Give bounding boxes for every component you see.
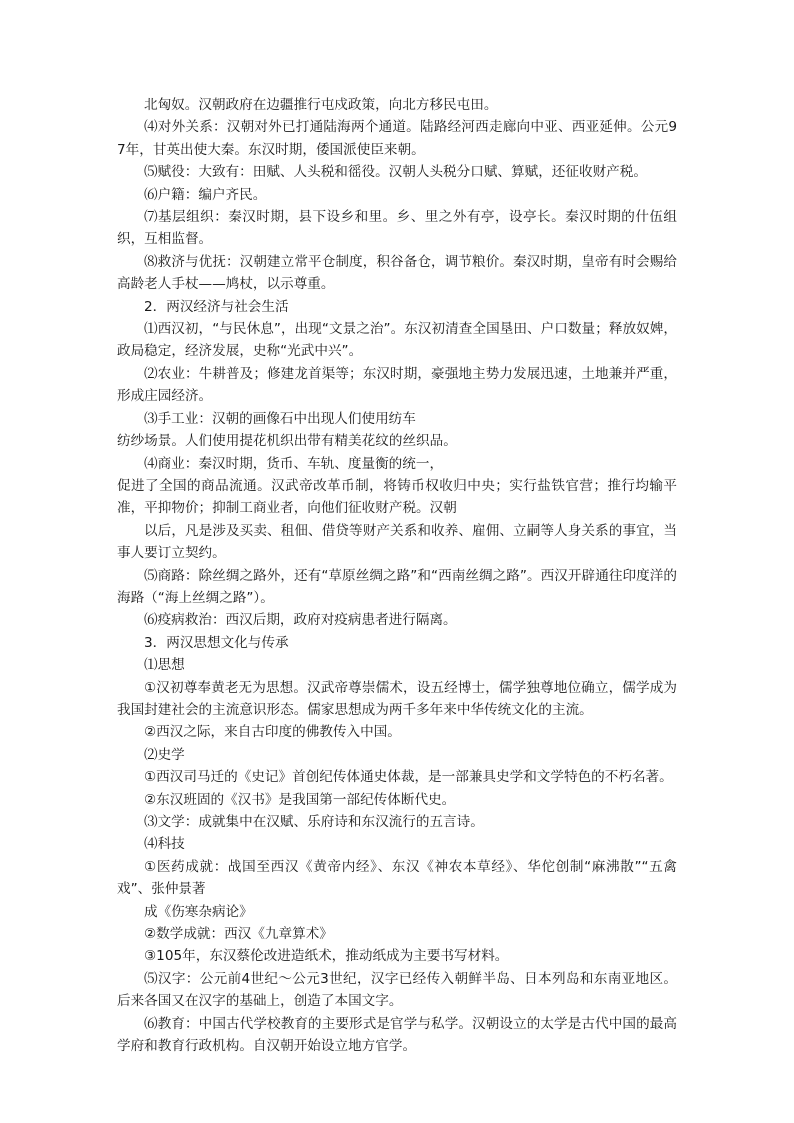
paragraph: ⑻救济与优抚：汉朝建立常平仓制度，积谷备仓，调节粮价。秦汉时期，皇帝有时会赐给高龄老人手杖——鸠杖，以示尊重。 (117, 253, 677, 293)
paragraph: ③105年，东汉蔡伦改进造纸术，推动纸成为主要书写材料。 (144, 948, 509, 965)
paragraph: ⑹疫病救治：西汉后期，政府对疫病患者进行隔离。 (144, 612, 457, 629)
subsection-heading: ⑷科技 (144, 836, 185, 853)
subsection-heading: ⑵史学 (144, 746, 185, 763)
paragraph: ②东汉班固的《汉书》是我国第一部纪传体断代史。 (144, 791, 456, 808)
paragraph: ⑸赋役：大致有：田赋、人头税和徭役。汉朝人头税分口赋、算赋，还征收财产税。 (144, 164, 647, 181)
paragraph: ⑸汉字：公元前4世纪～公元3世纪，汉字已经传入朝鲜半岛、日本列岛和东南亚地区。后来各国又在汉字的基础上，创造了本国文字。 (117, 970, 677, 1010)
paragraph: 纺纱场景。人们使用提花机织出带有精美花纹的丝织品。 (117, 433, 457, 450)
paragraph: ①西汉司马迁的《史记》首创纪传体通史体裁，是一部兼具史学和文学特色的不朽名著。 (144, 769, 673, 786)
paragraph: ⑺基层组织：秦汉时期，县下设乡和里。乡、里之外有亭，设亭长。秦汉时期的什伍组织，互相监督。 (117, 209, 677, 248)
paragraph: ⑵农业：牛耕普及；修建龙首渠等；东汉时期，豪强地主势力发展迅速，土地兼并严重，形成庄园经济。 (117, 365, 677, 405)
paragraph: ①汉初尊奉黄老无为思想。汉武帝尊崇儒术，设五经博士，儒学独尊地位确立，儒学成为我国封建社会的主流意识形态。儒家思想成为两千多年来中华传统文化的主流。 (117, 679, 677, 718)
paragraph: 北匈奴。汉朝政府在边疆推行屯戍政策，向北方移民屯田。 (144, 97, 498, 113)
paragraph: ⑹教育：中国古代学校教育的主要形式是官学与私学。汉朝设立的太学是古代中国的最高学府和教育行政机构。自汉朝开始设立地方官学。 (117, 1015, 677, 1055)
paragraph: ⑷对外关系：汉朝对外已打通陆海两个通道。陆路经河西走廊向中亚、西亚延伸。公元97年，甘英出使大秦。东汉时期，倭国派使臣来朝。 (117, 119, 677, 158)
paragraph: ⑷商业：秦汉时期，货币、车轨、度量衡的统一， (144, 455, 444, 472)
paragraph: ⑸商路：除丝绸之路外，还有“草原丝绸之路”和“西南丝绸之路”。西汉开辟通往印度洋的海路（“海上丝绸之路”）。 (117, 567, 677, 606)
paragraph: ⑶文学：成就集中在汉赋、乐府诗和东汉流行的五言诗。 (144, 814, 484, 830)
paragraph: 促进了全国的商品流通。汉武帝改革币制，将铸币权收归中央；实行盐铁官营；推行均输平准，平抑物价；抑制工商业者，向他们征收财产税。汉朝 (117, 477, 677, 517)
subsection-heading: ⑴思想 (144, 657, 185, 674)
document-body (117, 94, 677, 1057)
paragraph: 成《伤寒杂病论》 (144, 903, 253, 920)
paragraph: ⑹户籍：编户齐民。 (144, 186, 267, 203)
paragraph: ②数学成就：西汉《九章算术》 (144, 926, 333, 943)
section-heading: 2．两汉经济与社会生活 (144, 298, 289, 315)
paragraph: ①医药成就：战国至西汉《黄帝内经》、东汉《神农本草经》、华佗创制“麻沸散”“五禽戏”、张仲景著 (117, 858, 677, 898)
paragraph: 以后，凡是涉及买卖、租佃、借贷等财产关系和收养、雇佣、立嗣等人身关系的事宜，当事人要订立契约。 (117, 522, 677, 562)
paragraph: ⑴西汉初，“与民休息”，出现“文景之治”。东汉初清查全国垦田、户口数量；释放奴婢，政局稳定，经济发展，史称“光武中兴”。 (117, 321, 677, 360)
section-heading: 3．两汉思想文化与传承 (144, 634, 289, 651)
paragraph: ⑶手工业：汉朝的画像石中出现人们使用纺车 (144, 410, 416, 427)
paragraph: ②西汉之际，来自古印度的佛教传入中国。 (144, 724, 401, 741)
